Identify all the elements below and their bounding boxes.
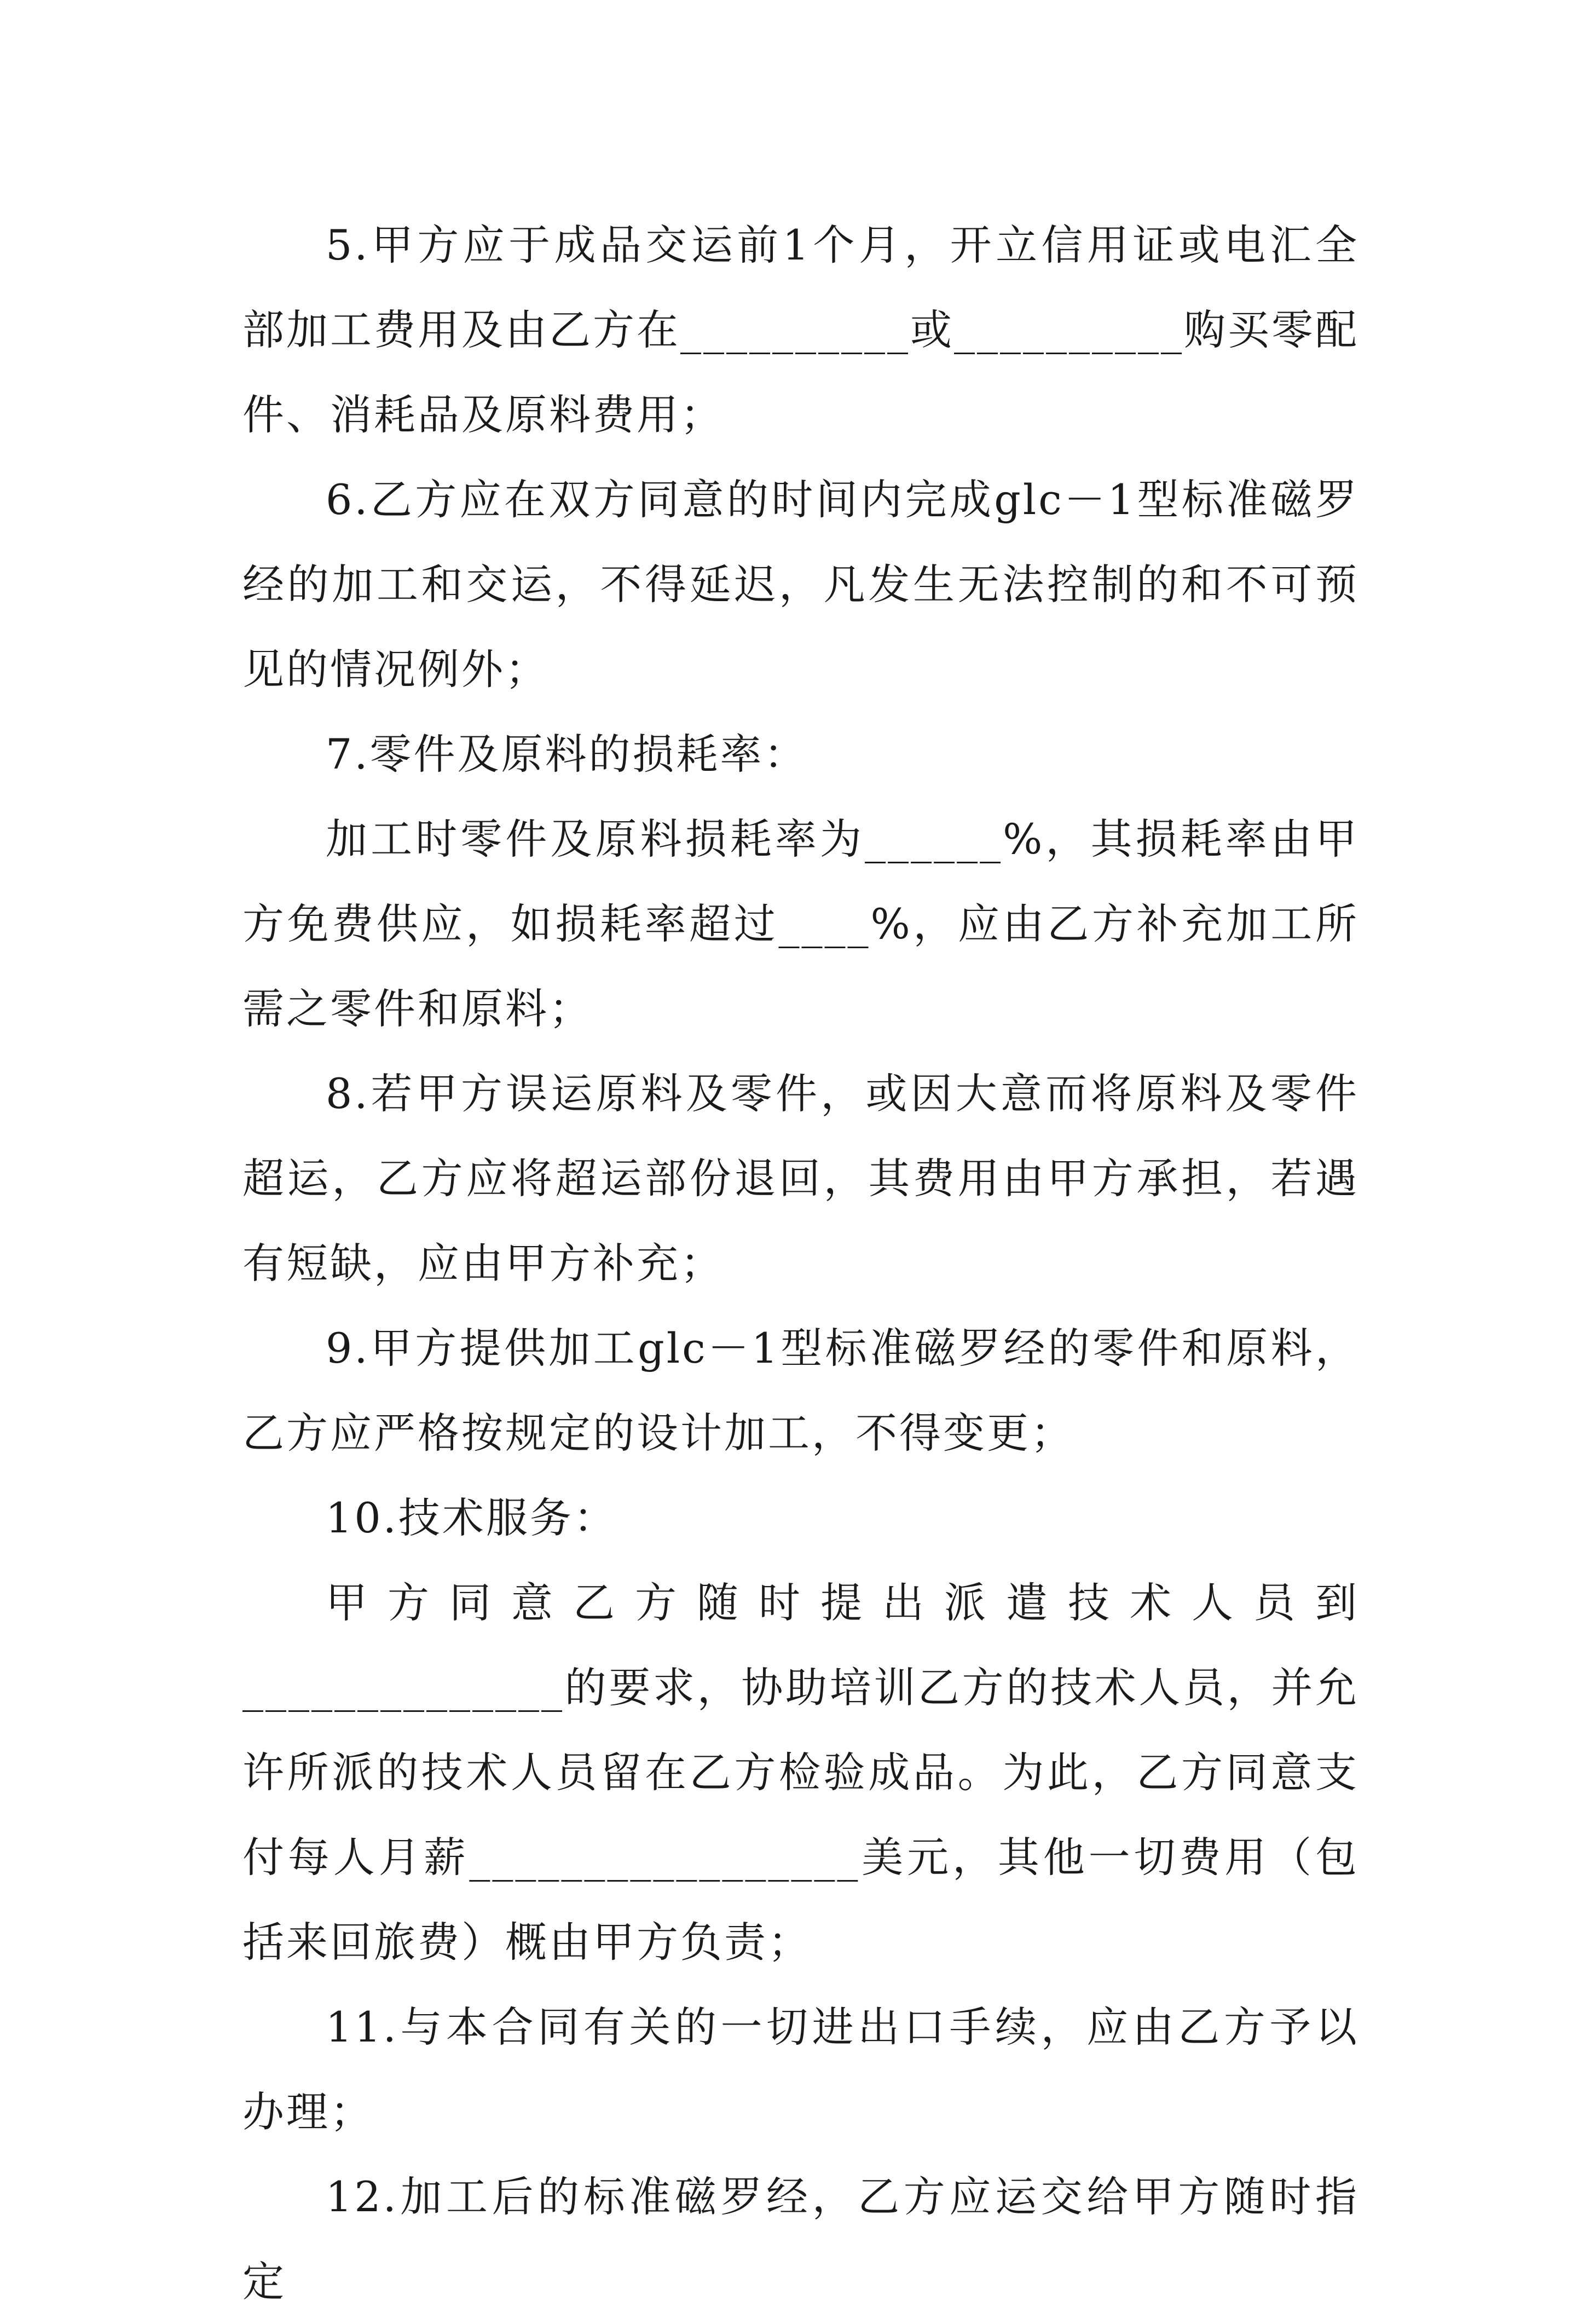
clause-5-paragraph: 5.甲方应于成品交运前1个月，开立信用证或电汇全部加工费用及由乙方在__________或__________购买零配件、消耗品及原料费用； (242, 221, 1359, 439)
clause-12-paragraph: 12.加工后的标准磁罗经，乙方应运交给甲方随时指定 (242, 2172, 1359, 2306)
clause-8-paragraph: 8.若甲方误运原料及零件，或因大意而将原料及零件超运，乙方应将超运部份退回，其费用由甲方承担，若遇有短缺，应由甲方补充； (242, 1069, 1359, 1288)
clause-10-body: 甲方同意乙方随时提出派遣技术人员到______________的要求，协助培训乙方的技术人员，并允许所派的技术人员留在乙方检验成品。为此，乙方同意支付每人月薪_________________美元，其他一切费用（包括来回旅费）概由甲方负责； (242, 1578, 1359, 1967)
clause-9-paragraph: 9.甲方提供加工glc－1型标准磁罗经的零件和原料，乙方应严格按规定的设计加工，不得变更； (242, 1324, 1359, 1457)
clause-6-paragraph: 6.乙方应在双方同意的时间内完成glc－1型标准磁罗经的加工和交运，不得延迟，凡发生无法控制的和不可预见的情况例外； (242, 475, 1359, 694)
clause-10-heading: 10.技术服务： (326, 1493, 617, 1542)
clause-7-body: 加工时零件及原料损耗率为______%，其损耗率由甲方免费供应，如损耗率超过____%，应由乙方补充加工所需之零件和原料； (242, 815, 1359, 1033)
clause-11-paragraph: 11.与本合同有关的一切进出口手续，应由乙方予以办理； (242, 2003, 1359, 2136)
clause-7-heading: 7.零件及原料的损耗率： (326, 730, 808, 778)
contract-body (242, 203, 1359, 2324)
